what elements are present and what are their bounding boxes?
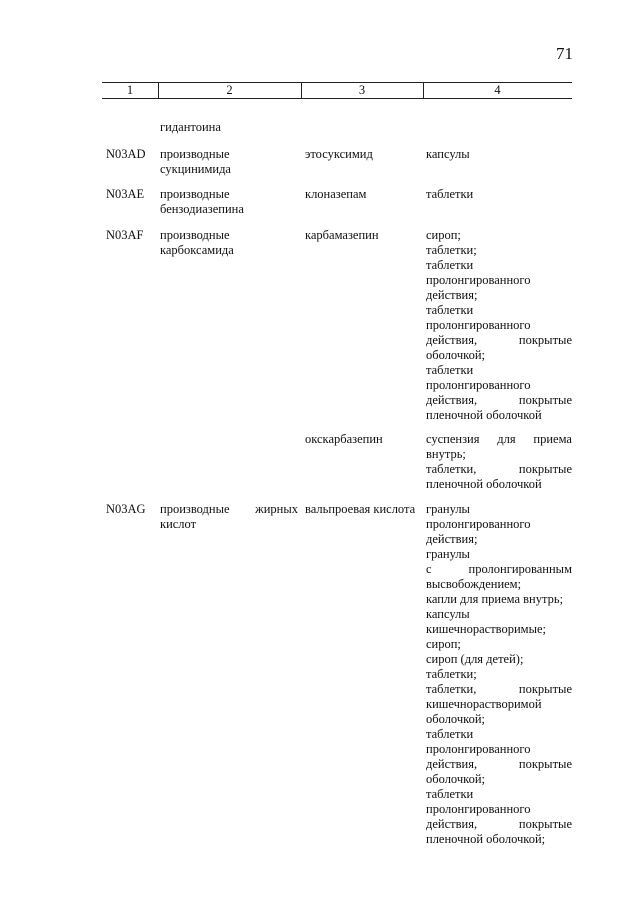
word: покрытые xyxy=(518,333,572,347)
form-line: капли для приема внутрь; xyxy=(426,592,564,606)
form-line xyxy=(426,682,572,697)
word: покрытые xyxy=(518,682,572,696)
dosage-forms xyxy=(426,187,572,202)
word: производные xyxy=(160,502,230,516)
word: действия, xyxy=(426,393,478,407)
form-line: сироп; xyxy=(426,228,461,242)
atc-group xyxy=(160,187,298,217)
group-line: карбоксамида xyxy=(160,243,234,257)
form-line xyxy=(426,817,572,832)
table-header xyxy=(102,82,572,99)
group-line: производные xyxy=(160,147,230,161)
form-line: таблетки xyxy=(426,187,474,201)
form-line xyxy=(426,393,572,408)
group-line: кислот xyxy=(160,517,197,531)
word: суспензия xyxy=(426,432,480,446)
atc-group xyxy=(160,120,298,135)
header-col-1: 1 xyxy=(126,83,134,97)
atc-code: N03AF xyxy=(106,228,144,242)
form-line: капсулы xyxy=(426,147,470,161)
form-line: кишечнорастворимые; xyxy=(426,622,546,636)
word: действия, xyxy=(426,757,478,771)
group-line xyxy=(160,502,298,517)
form-line: действия; xyxy=(426,532,478,546)
form-line: таблетки xyxy=(426,258,474,272)
substance-name: клоназепам xyxy=(305,187,367,201)
word: таблетки, xyxy=(426,462,477,476)
word: приема xyxy=(533,432,572,446)
form-line: таблетки xyxy=(426,303,474,317)
atc-code: N03AG xyxy=(106,502,146,516)
atc-group xyxy=(160,502,298,532)
form-line: пленочной оболочкой; xyxy=(426,832,546,846)
substance-name: карбамазепин xyxy=(305,228,379,242)
form-line: таблетки; xyxy=(426,667,477,681)
header-col-4: 4 xyxy=(494,83,501,97)
group-line: производные xyxy=(160,187,230,201)
dosage-forms xyxy=(426,502,572,847)
form-line: пролонгированного xyxy=(426,517,531,531)
form-line: таблетки; xyxy=(426,243,477,257)
form-line: оболочкой; xyxy=(426,348,485,362)
form-line xyxy=(426,432,572,447)
form-line: сироп (для детей); xyxy=(426,652,524,666)
page-number: 71 xyxy=(556,44,573,63)
form-line: гранулы xyxy=(426,502,470,516)
form-line: таблетки xyxy=(426,787,474,801)
form-line: действия; xyxy=(426,288,478,302)
dosage-forms xyxy=(426,432,572,492)
form-line: гранулы xyxy=(426,547,470,561)
substance-name: этосуксимид xyxy=(305,147,373,161)
atc-group xyxy=(160,228,298,258)
group-line: сукцинимида xyxy=(160,162,231,176)
form-line: таблетки xyxy=(426,363,474,377)
substance-name: вальпроевая кислота xyxy=(305,502,416,516)
atc-group xyxy=(160,147,298,177)
form-line: пролонгированного xyxy=(426,378,531,392)
form-line: кишечнорастворимой xyxy=(426,697,542,711)
word: действия, xyxy=(426,817,478,831)
form-line: таблетки xyxy=(426,727,474,741)
form-line: пролонгированного xyxy=(426,742,531,756)
form-line: оболочкой; xyxy=(426,772,485,786)
form-line xyxy=(426,757,572,772)
word: покрытые xyxy=(518,757,572,771)
word: пролонгированным xyxy=(468,562,572,576)
substance-name: окскарбазепин xyxy=(305,432,383,446)
word: действия, xyxy=(426,333,478,347)
word: для xyxy=(497,432,516,446)
form-line: пролонгированного xyxy=(426,318,531,332)
form-line: пленочной оболочкой xyxy=(426,477,542,491)
form-line: оболочкой; xyxy=(426,712,485,726)
form-line xyxy=(426,462,572,477)
dosage-forms xyxy=(426,228,572,423)
atc-code: N03AD xyxy=(106,147,146,161)
word: жирных xyxy=(255,502,298,516)
word: покрытые xyxy=(518,393,572,407)
form-line: капсулы xyxy=(426,607,470,621)
word: покрытые xyxy=(518,817,572,831)
form-line: пролонгированного xyxy=(426,273,531,287)
form-line xyxy=(426,562,572,577)
group-line: гидантоина xyxy=(160,120,221,134)
form-line: внутрь; xyxy=(426,447,466,461)
word: таблетки, xyxy=(426,682,477,696)
form-line: пролонгированного xyxy=(426,802,531,816)
header-col-3: 3 xyxy=(358,83,366,97)
form-line: высвобождением; xyxy=(426,577,522,591)
word: с xyxy=(426,562,432,576)
form-line xyxy=(426,333,572,348)
group-line: производные xyxy=(160,228,230,242)
header-col-2: 2 xyxy=(226,83,233,97)
dosage-forms xyxy=(426,147,572,162)
form-line: сироп; xyxy=(426,637,461,651)
atc-code: N03AE xyxy=(106,187,145,201)
group-line: бензодиазепина xyxy=(160,202,244,216)
form-line: пленочной оболочкой xyxy=(426,408,542,422)
word: покрытые xyxy=(518,462,572,476)
